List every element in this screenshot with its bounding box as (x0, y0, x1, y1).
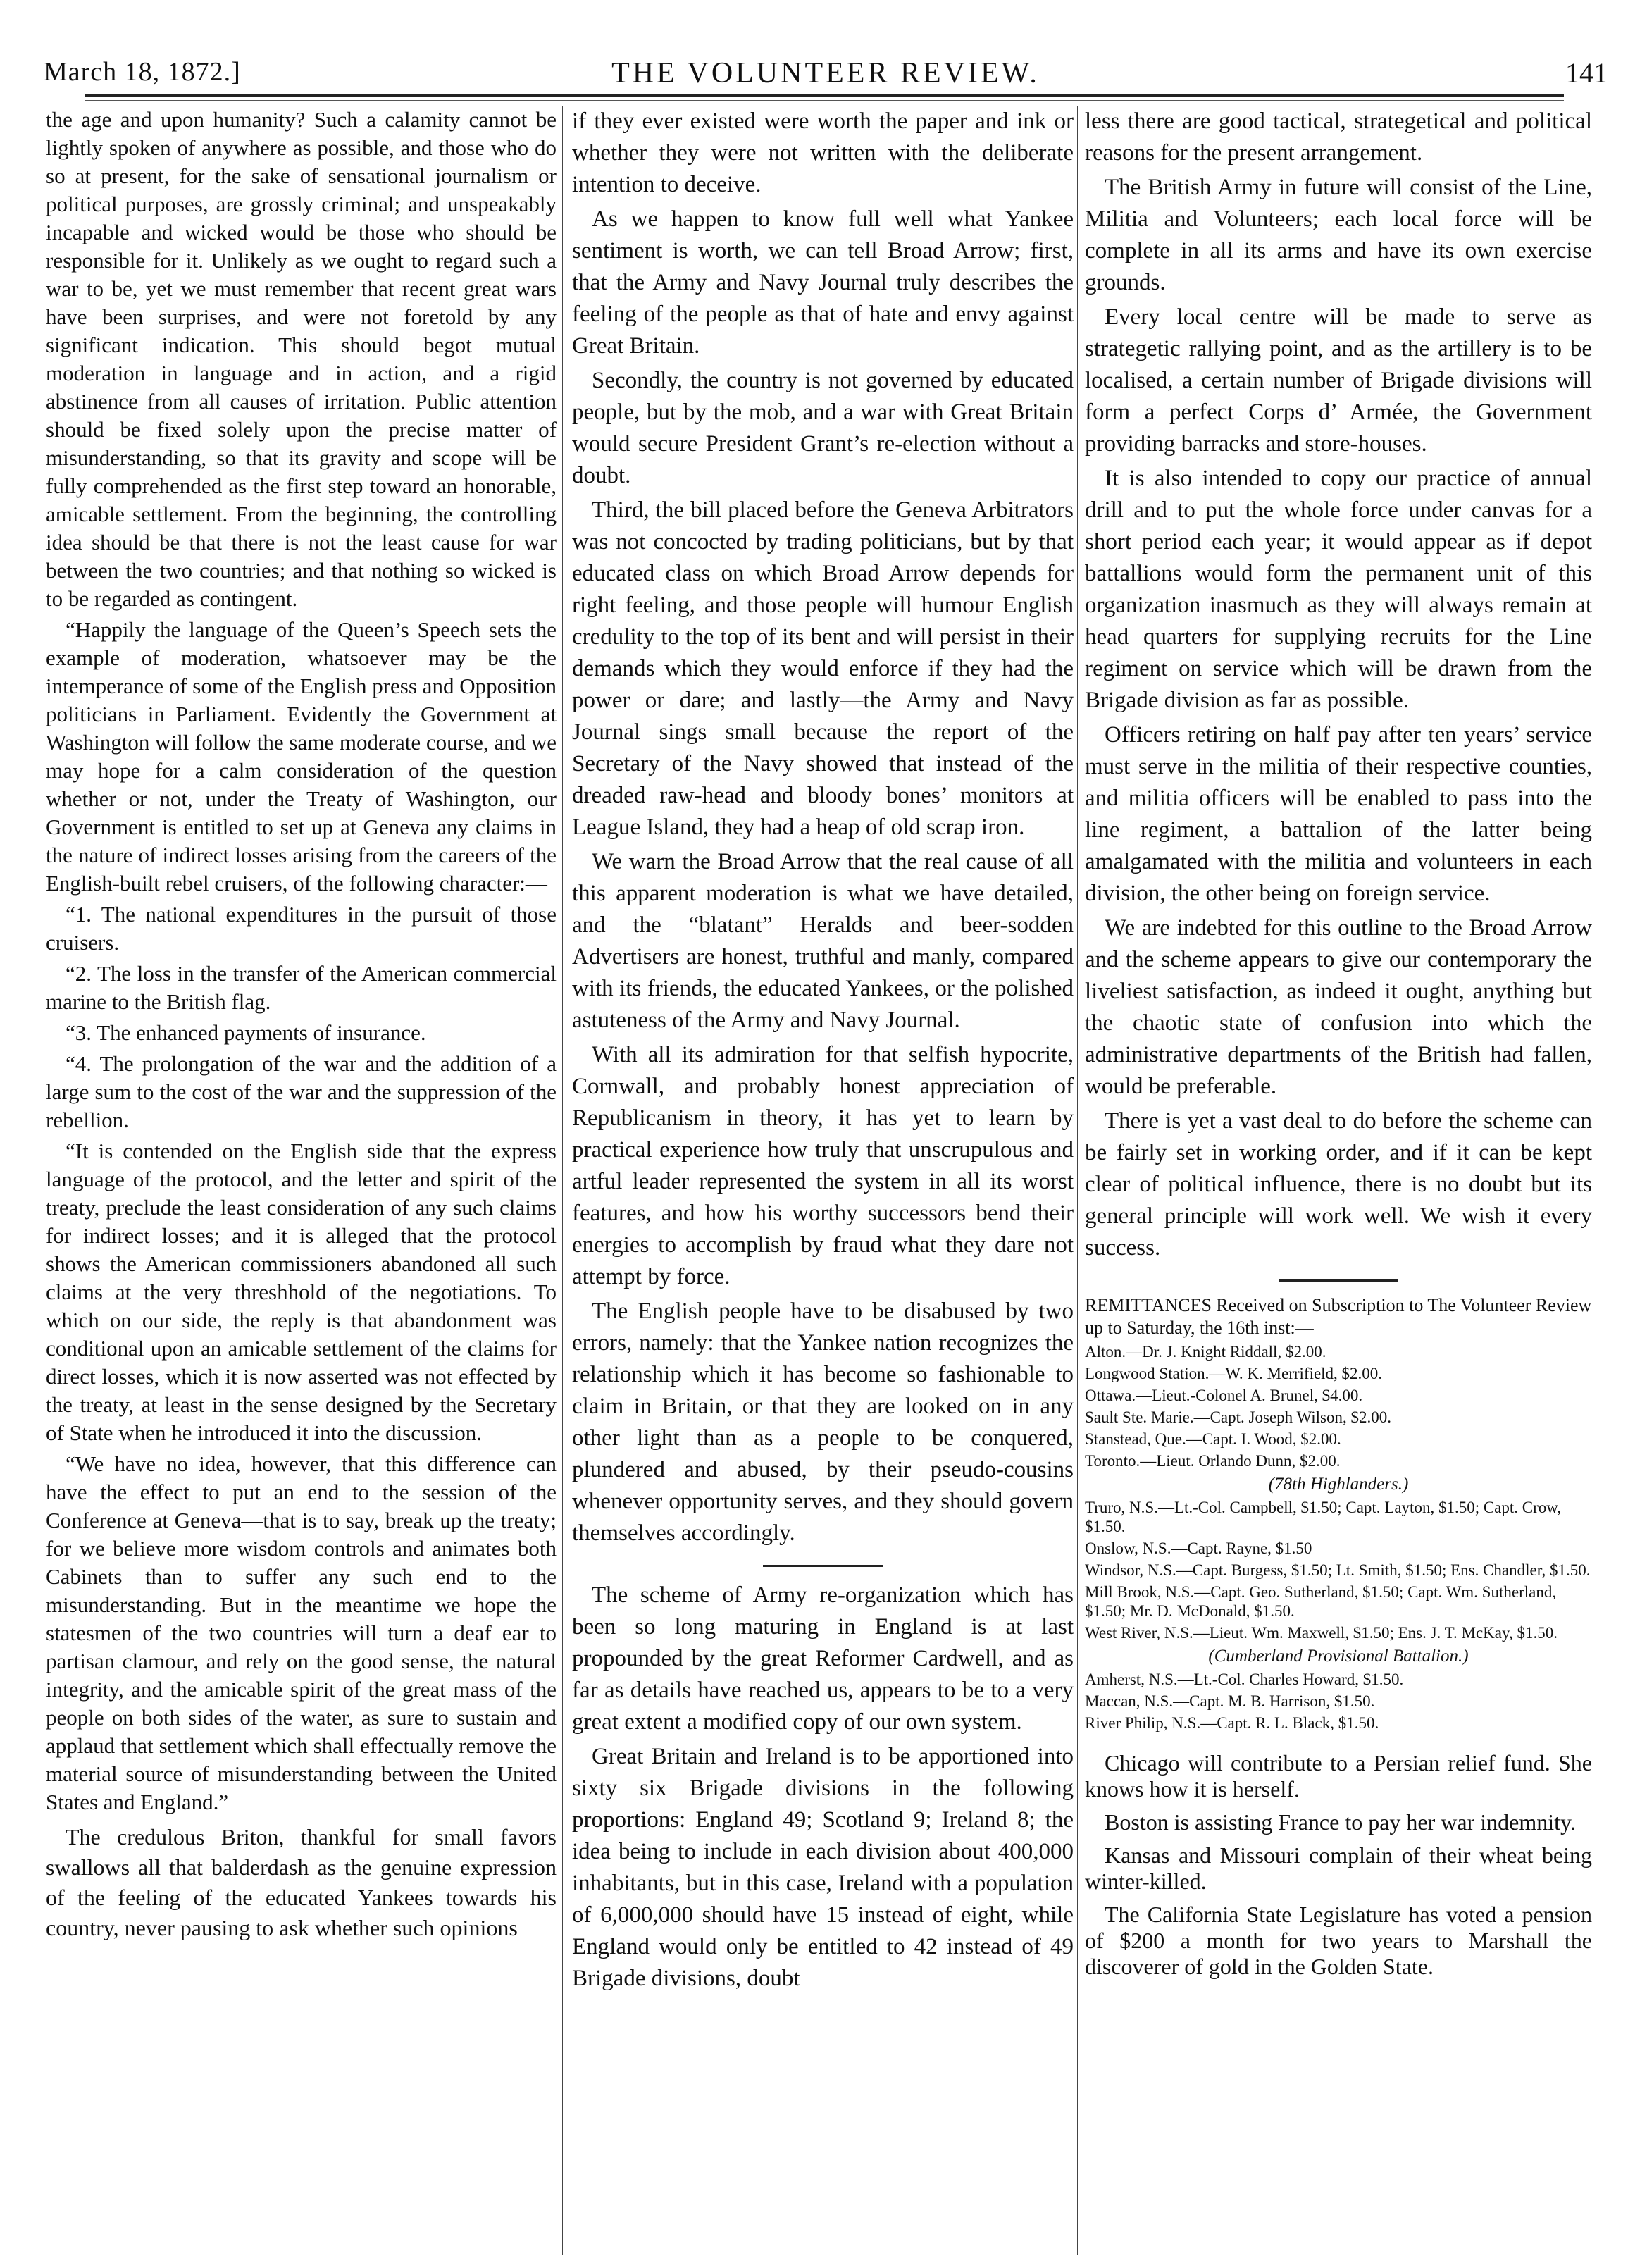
article-paragraph: Great Britain and Ireland is to be apportioned into sixty six Brigade divisions in the following proportions: England 49; Scotland 9; Ireland 8; the idea being to include in each division about 400,000 inhabitants, but in this case, Ireland with a population of 6,000,000 should have 15 instead of eight, while England would only be entitled to 42 instead of 49 Brigade divisions, doubt (572, 1744, 1074, 1991)
column-2 (572, 106, 1074, 1997)
article-paragraph: With all its admiration for that selfish hypocrite, Cornwall, and probably honest appreciation of Republicanism in theory, it has yet to learn by practical experience how truly that unscrupulous and artful leader represented the system in all its worst features, and how his worthy successors bend their energies to accomplish by fraud what they dare not attempt by force. (572, 1042, 1074, 1289)
remittances-subheading: (Cumberland Provisional Battalion.) (1208, 1647, 1469, 1666)
header-page-number: 141 (1565, 57, 1608, 89)
article-paragraph: The credulous Briton, thankful for small favors swallows all that balderdash as the genuine expression of the feeling of the educated Yankees towards his country, never pausing to ask whether such opinions (46, 1824, 557, 1940)
article-paragraph: “Happily the language of the Queen’s Speech sets the example of moderation, whatsoever may be the intemperance of some of the English press and Opposition politicians in Parliament. Evidently the Government at Washington will follow the same moderate course, and we may hope for a calm consideration of the question whether or not, under the Treaty of Washington, our Government is entitled to set up at Geneva any claims in the nature of indirect losses arising from the careers of the English-built rebel cruisers, of the following character:— (46, 617, 557, 896)
article-paragraph: “3. The enhanced payments of insurance. (66, 1020, 426, 1045)
remittance-entry: West River, N.S.—Lieut. Wm. Maxwell, $1.50; Ens. J. T. McKay, $1.50. (1085, 1624, 1558, 1642)
column-divider (562, 106, 563, 2255)
remittance-entry: Alton.—Dr. J. Knight Riddall, $2.00. (1085, 1343, 1326, 1361)
article-paragraph: “2. The loss in the transfer of the American commercial marine to the British flag. (46, 961, 557, 1014)
remittance-entry: River Philip, N.S.—Capt. R. L. Black, $1.50. (1085, 1714, 1379, 1732)
article-paragraph: less there are good tactical, strategetical and political reasons for the present arrangement. (1085, 109, 1592, 166)
article-paragraph: Every local centre will be made to serve as strategetic rallying point, and as the artillery is to be localised, a certain number of Brigade divisions will form a perfect Corps d’ Armée, the Government providing barracks and store-houses. (1085, 304, 1592, 457)
remittance-entry: Stanstead, Que.—Capt. I. Wood, $2.00. (1085, 1430, 1341, 1448)
remittance-entry: Maccan, N.S.—Capt. M. B. Harrison, $1.50. (1085, 1692, 1375, 1710)
news-brief: The California State Legislature has voted a pension of $200 a month for two years to Marshall the discoverer of gold in the Golden State. (1085, 1902, 1592, 1979)
section-separator (763, 1565, 883, 1567)
article-paragraph: “1. The national expenditures in the pursuit of those cruisers. (46, 902, 557, 955)
article-paragraph: the age and upon humanity? Such a calamity cannot be lightly spoken of anywhere as possible, and those who do so at present, for the sake of sensational journalism or political purposes, are grossly criminal; and unspeakably incapable and wicked would be those who should be responsible for it. Unlikely as we ought to regard such a war to be, yet we must remember that recent great wars have been surprises, and were not foretold by any significant indication. This should begot mutual moderation in language and in action, and a rigid abstinence from all causes of irritation. Public attention should be fixed solely upon the precise matter of misunderstanding, so that its gravity and scope will be fully comprehended as the first step toward an honorable, amicable settlement. From the beginning, the controlling idea should be that there is not the least cause for war between the two countries; and that nothing so wicked is to be regarded as contingent. (46, 107, 557, 611)
remittance-entry: Mill Brook, N.S.—Capt. Geo. Sutherland, $1.50; Capt. Wm. Sutherland, $1.50; Mr. D. McDonald, $1.50. (1085, 1583, 1557, 1620)
remittance-entry: Longwood Station.—W. K. Merrifield, $2.00. (1085, 1365, 1383, 1382)
article-paragraph: “We have no idea, however, that this difference can have the effect to put an end to the session of the Conference at Geneva—that is to say, break up the treaty; for we believe more wisdom controls and animates both Cabinets than to suffer any such end to the misunderstanding. But in the meantime we hope the statesmen of the two countries will turn a deaf ear to partisan clamour, and rely on the good sense, the natural integrity, and the amicable spirit of the great mass of the people on both sides of the water, as sure to sustain and applaud that settlement which shall effectually remove the material source of misunderstanding between the United States and England.” (46, 1451, 557, 1814)
article-paragraph: Officers retiring on half pay after ten years’ service must serve in the militia of their respective counties, and militia officers will be enabled to pass into the line regiment, a battalion of the latter being amalgamated with the militia and volunteers in each division, the other being on foreign service. (1085, 722, 1592, 906)
remittances-subheading: (78th Highlanders.) (1268, 1475, 1409, 1494)
article-paragraph: if they ever existed were worth the paper and ink or whether they were not written with the deliberate intention to deceive. (572, 109, 1074, 197)
news-brief: Boston is assisting France to pay her war indemnity. (1105, 1809, 1576, 1835)
article-paragraph: It is also intended to copy our practice of annual drill and to put the whole force under canvas for a short period each year; it would appear as if depot battallions would form the permanent unit of this organization inasmuch as they will always remain at head quarters for supplying recruits for the Line regiment on service which will be drawn from the Brigade division as far as possible. (1085, 466, 1592, 713)
article-paragraph: “It is contended on the English side that the express language of the protocol, and the letter and spirit of the treaty, preclude the least consideration of any such claims for indirect losses; and it is alleged that the protocol shows the American commissioners abandoned all such claims at the very threshhold of the negotiations. To which on our side, the reply is that abandonment was conditional upon an amicable settlement of the claims for direct losses, which it is now asserted was not effected by the treaty, at least in the sense designed by the Secretary of State when he introduced it into the discussion. (46, 1139, 557, 1445)
remittance-entry: Sault Ste. Marie.—Capt. Joseph Wilson, $2.00. (1085, 1408, 1391, 1426)
column-1 (46, 106, 557, 1946)
article-paragraph: There is yet a vast deal to do before the scheme can be fairly set in working order, and if it can be kept clear of political influence, there is no doubt but its general principle will work well. We wish it every success. (1085, 1108, 1592, 1260)
column-3 (1085, 106, 1592, 1987)
header-date: March 18, 1872.] (44, 57, 241, 87)
remittance-entry: Onslow, N.S.—Capt. Rayne, $1.50 (1085, 1539, 1312, 1557)
remittance-entry: Toronto.—Lieut. Orlando Dunn, $2.00. (1085, 1452, 1341, 1470)
column-divider (1077, 106, 1078, 2255)
article-paragraph: The scheme of Army re-organization which has been so long maturing in England is at last propounded by the great Reformer Cardwell, and as far as details have reached us, appears to be to a very great extent a modified copy of our own system. (572, 1582, 1074, 1735)
section-separator (1279, 1279, 1398, 1282)
news-brief: Chicago will contribute to a Persian relief fund. She knows how it is herself. (1085, 1750, 1592, 1802)
article-paragraph: “4. The prolongation of the war and the addition of a large sum to the cost of the war and the suppression of the rebellion. (46, 1051, 557, 1132)
article-paragraph: As we happen to know full well what Yankee sentiment is worth, we can tell Broad Arrow; first, that the Army and Navy Journal truly describes the feeling of the people as that of hate and envy against Great Britain. (572, 206, 1074, 359)
article-paragraph: Third, the bill placed before the Geneva Arbitrators was not concocted by trading politicians, but by that educated class on which Broad Arrow depends for right feeling, and those people will humour English credulity to the top of its bent and will persist in their demands which they would enforce if they had the power or dare; and lastly—the Army and Navy Journal sings small because the report of the Secretary of the Navy showed that instead of the dreaded raw-head and bloody bones’ monitors at League Island, they had a heap of old scrap iron. (572, 497, 1074, 840)
remittance-entry: Amherst, N.S.—Lt.-Col. Charles Howard, $1.50. (1085, 1671, 1404, 1688)
page-header (44, 56, 1608, 90)
article-paragraph: We are indebted for this outline to the Broad Arrow and the scheme appears to give our contemporary the liveliest satisfaction, as indeed it ought, anything but the chaotic state of confusion into which the administrative departments of the British had fallen, would be preferable. (1085, 915, 1592, 1099)
article-paragraph: The English people have to be disabused by two errors, namely: that the Yankee nation recognizes the relationship which it has become so fashionable to claim in Britain, or that they are looked on in any other light than as a people to be conquered, plundered and abused, by their pseudo-cousins whenever opportunity serves, and they should govern themselves accordingly. (572, 1299, 1074, 1546)
remittances-heading: REMITTANCES Received on Subscription to The Volunteer Review up to Saturday, the 16th inst:— (1085, 1295, 1592, 1338)
remittances-list (1085, 1294, 1592, 1733)
article-paragraph: We warn the Broad Arrow that the real cause of all this apparent moderation is what we have detailed, and the “blatant” Heralds and beer-sodden Advertisers are honest, truthful and manly, compared with its friends, the educated Yankees, or the polished astuteness of the Army and Navy Journal. (572, 849, 1074, 1033)
news-briefs (1085, 1750, 1592, 1980)
news-brief: Kansas and Missouri complain of their wheat being winter-killed. (1085, 1842, 1592, 1894)
remittance-entry: Truro, N.S.—Lt.-Col. Campbell, $1.50; Capt. Layton, $1.50; Capt. Crow, $1.50. (1085, 1499, 1562, 1535)
article-paragraph: Secondly, the country is not governed by educated people, but by the mob, and a war with Great Britain would secure President Grant’s re-election without a doubt. (572, 368, 1074, 488)
header-title: THE VOLUNTEER REVIEW. (611, 57, 1040, 89)
header-rule-thin (85, 100, 1564, 101)
remittance-entry: Windsor, N.S.—Capt. Burgess, $1.50; Lt. Smith, $1.50; Ens. Chandler, $1.50. (1085, 1561, 1591, 1579)
article-paragraph: The British Army in future will consist of the Line, Militia and Volunteers; each local force will be complete in all its arms and have its own exercise grounds. (1085, 175, 1592, 295)
header-rule (85, 94, 1564, 97)
remittance-entry: Ottawa.—Lieut.-Colonel A. Brunel, $4.00. (1085, 1387, 1363, 1404)
